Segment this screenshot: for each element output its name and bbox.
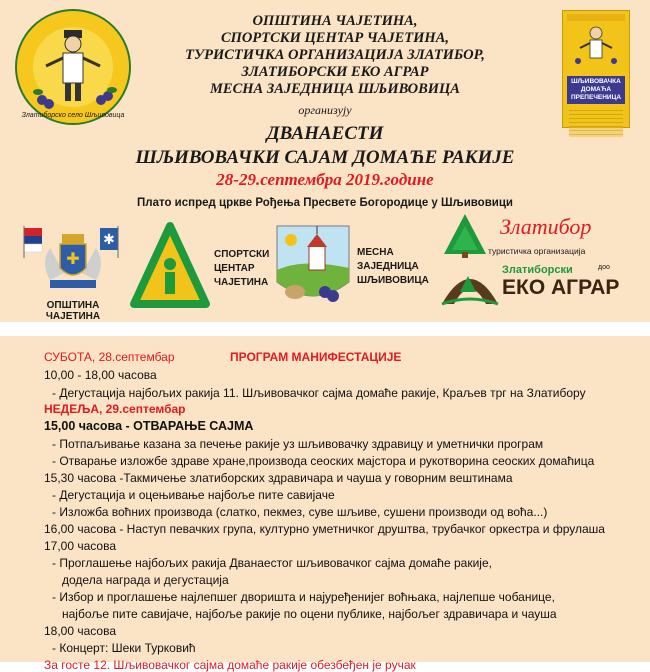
sport-line: СПОРТСКИ <box>214 249 270 260</box>
program-line: - Дегустација и оцењивање најбоље пите савијаче <box>52 488 335 502</box>
book-figure-icon <box>563 11 629 71</box>
mountain-icon <box>440 262 500 308</box>
organizer-line: ОПШТИНА ЧАЈЕТИНА, <box>252 13 418 29</box>
program-line: - Потпаљивање казана за печење ракије уз шљивовачку здравицу и уметнички програм <box>52 437 544 451</box>
event-venue: Плато испред цркве Рођења Пресвете Богородице у Шљивовици <box>137 197 513 209</box>
program-line: 18,00 часова <box>44 624 117 638</box>
organizer-line: ТУРИСТИЧКА ОРГАНИЗАЦИЈА ЗЛАТИБОР, <box>185 47 485 63</box>
organizers <box>140 13 530 98</box>
header-panel <box>0 0 650 322</box>
program-line: - Избор и проглашење најлепшег дворишта и најуређенијег воћњака, најлепше чобанице, <box>52 590 555 604</box>
eko-top: Златиборски <box>502 264 573 276</box>
eko-main: ЕКО АГРАР <box>502 276 620 299</box>
svg-text:✚: ✚ <box>66 251 80 268</box>
sport-center-logo <box>130 220 280 316</box>
day-sunday: НЕДЕЉА, 29.септембар <box>44 402 186 416</box>
fair-logo-subtitle: Златиборско село Шљивовица <box>21 112 125 119</box>
lunch-note: За госте 12. Шљивовачког сајма домаће ракије обезбеђен је ручак <box>44 658 416 672</box>
mz-line: МЕСНА <box>357 247 394 258</box>
opening-line: 15,00 часова - ОТВАРАЊЕ САЈМА <box>44 419 254 433</box>
program-line: - Проглашење најбољих ракија Дванаестог шљивовачког сајма домаће ракије, <box>52 556 492 570</box>
zlatibor-logo <box>440 212 610 262</box>
organizer-line: МЕСНА ЗАЈЕДНИЦА ШЉИВОВИЦА <box>210 81 460 97</box>
program-heading: ПРОГРАМ МАНИФЕСТАЦИЈЕ <box>230 350 402 364</box>
mz-line: ЗАЈЕДНИЦА <box>357 261 419 272</box>
program-panel <box>0 336 650 672</box>
fir-tree-icon <box>440 212 490 260</box>
mz-logo <box>273 222 443 318</box>
program-line: 16,00 часова - Наступ певачких група, културно уметничког друштва, трубачког оркестра и фрулаша <box>44 522 605 536</box>
organizer-line: СПОРТСКИ ЦЕНТАР ЧАЈЕТИНА, <box>220 30 450 46</box>
program-line: 10,00 - 18,00 часова <box>44 368 157 382</box>
mz-line: ШЉИВОВИЦА <box>357 275 429 286</box>
program-line: - Отварање изложбе здраве хране,производа сеоских мајстора и рукотворина сеоских домаћица <box>52 454 595 468</box>
program-line: - Изложба воћних производа (слатко, пекмез, суве шљиве, сушени производи од воћа...) <box>52 505 548 519</box>
title-ordinal: ДВАНАЕСТИ <box>266 123 384 144</box>
program-line: - Дегустација најбољих ракија 11. Шљивовачког сајма домаће ракије, Краљев трг на Златибору <box>52 386 586 400</box>
zlatibor-subtitle: туристичка организација <box>488 246 586 256</box>
program-line: 17,00 часова <box>44 539 117 553</box>
svg-text:✱: ✱ <box>103 231 115 247</box>
organizes-label: организују <box>298 103 352 117</box>
mz-label <box>357 246 429 288</box>
coat-of-arms-icon <box>20 218 126 298</box>
eko-agrar-logo <box>440 262 630 312</box>
event-title: ШЉИВОВАЧКИ САЈАМ ДОМАЋЕ РАКИЈЕ <box>135 147 515 168</box>
organizer-line: ЗЛАТИБОРСКИ ЕКО АГРАР <box>241 64 429 80</box>
program-line: - Концерт: Шеки Турковић <box>52 641 196 655</box>
opstina-logo <box>20 218 126 322</box>
sport-line: ЧАЈЕТИНА <box>214 277 269 288</box>
church-landscape-icon <box>273 222 353 310</box>
sport-center-label <box>214 248 269 290</box>
sport-center-icon <box>130 220 210 312</box>
book-title: ШЉИВОВАЧКА ДОМАЋА ПРЕПЕЧЕНИЦА <box>567 76 625 104</box>
sport-line: ЦЕНТАР <box>214 263 255 274</box>
event-dates: 28-29.септембра 2019.године <box>216 170 434 189</box>
day-saturday: СУБОТА, 28.септембар <box>44 350 175 364</box>
program-line: 15,30 часова -Такмичење златиборских здравичара и чауша у говорним вештинама <box>44 471 513 485</box>
eko-doo: доо <box>598 264 610 271</box>
program-line: додела награда и дегустација <box>62 573 229 587</box>
zlatibor-name: Златибор <box>500 214 592 239</box>
program-line: најбоље пите савијаче, најбоље ракије по оцени публике, најбољег здравичара и чауша <box>62 607 557 621</box>
opstina-label: ОПШТИНА ЧАЈЕТИНА <box>45 300 101 322</box>
